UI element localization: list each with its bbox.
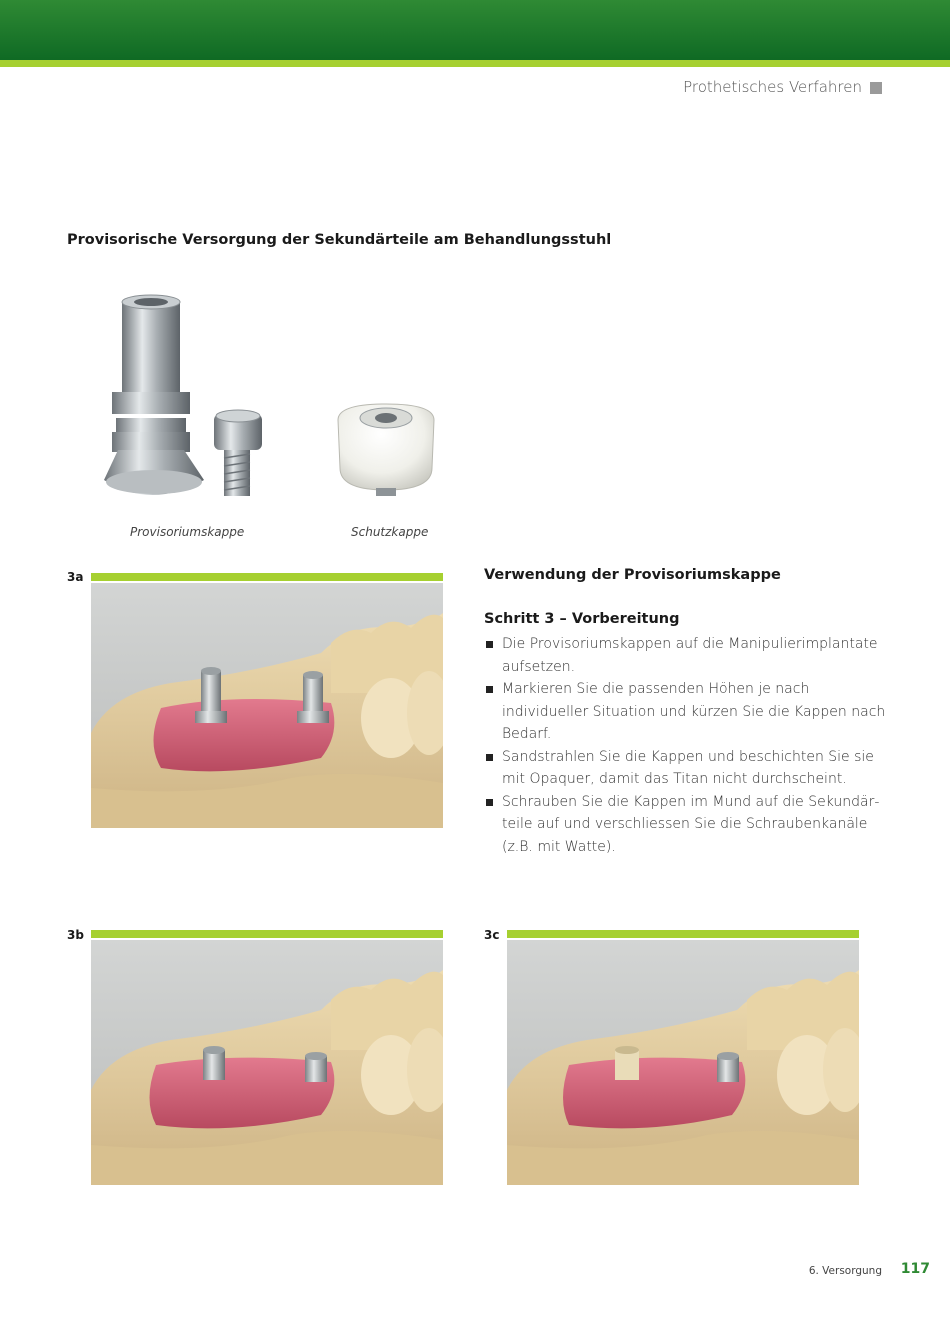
photo-3a-provisional-caps-model <box>91 583 443 828</box>
figure-label-3a: 3a <box>67 570 84 584</box>
figure-label-3b: 3b <box>67 928 84 942</box>
bullet-square-icon <box>486 641 493 648</box>
caption-schutzkappe: Schutzkappe <box>351 525 429 539</box>
bullet-square-icon <box>486 754 493 761</box>
caption-provisoriumskappe: Provisoriumskappe <box>130 525 245 539</box>
photo-3b-shortened-caps-model <box>91 940 443 1185</box>
figure-bar-3b <box>91 930 443 938</box>
provisoriumskappe-image <box>100 292 280 512</box>
page-number: 117 <box>900 1261 930 1277</box>
text-heading: Verwendung der Provisoriumskappe <box>484 567 781 583</box>
list-item <box>484 678 894 746</box>
section-square-icon <box>870 82 882 94</box>
figure-bar-3a <box>91 573 443 581</box>
step-heading: Schritt 3 – Vorbereitung <box>484 611 680 627</box>
footer-chapter: 6. Versorgung <box>808 1265 882 1277</box>
schutzkappe-image <box>332 398 440 502</box>
step-list <box>484 633 894 858</box>
bullet-square-icon <box>486 686 493 693</box>
section-title: Prothetisches Verfahren <box>683 78 862 96</box>
bullet-square-icon <box>486 799 493 806</box>
list-item-text: Sandstrahlen Sie die Kappen und beschichten Sie sie mit Opaquer, damit das Titan nicht durchscheint. <box>502 748 874 787</box>
photo-3c-opaquer-caps-model <box>507 940 859 1185</box>
list-item <box>484 791 894 859</box>
list-item-text: Markieren Sie die passenden Höhen je nach individueller Situation und kürzen Sie die Kappen nach Bedarf. <box>502 681 886 742</box>
list-item-text: Schrauben Sie die Kappen im Mund auf die Sekundärteile auf und verschliessen Sie die Schraubenkanäle (z.B. mit Watte). <box>502 793 880 855</box>
header-stripe <box>0 60 950 67</box>
list-item <box>484 633 894 678</box>
figure-label-3c: 3c <box>484 928 500 942</box>
header-band <box>0 0 950 60</box>
main-heading: Provisorische Versorgung der Sekundärteile am Behandlungsstuhl <box>67 232 612 248</box>
figure-bar-3c <box>507 930 859 938</box>
list-item <box>484 746 894 791</box>
list-item-text: Die Provisoriumskappen auf die Manipulierimplantate aufsetzen. <box>502 636 878 675</box>
